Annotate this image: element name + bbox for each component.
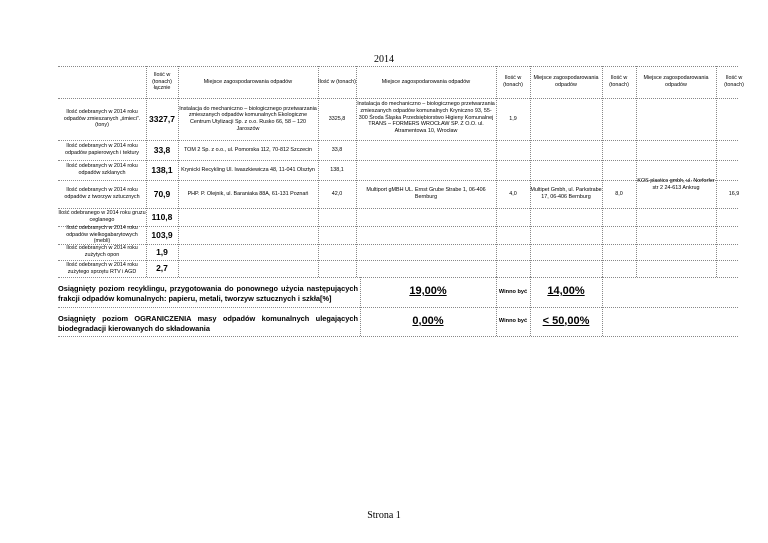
row-qty-2: 1,9 <box>509 115 517 122</box>
header-qty-2: Ilość w (tonach) <box>503 75 523 88</box>
row-qty-1: 42,0 <box>331 190 343 197</box>
row-qty-4: 16,9 <box>728 190 740 197</box>
row-place-4: KOS plastics gmbh, ul. Norforfer str 2 24-613 Ankrug <box>637 178 715 191</box>
summary-text: Osiągnięty poziom recyklingu, przygotowania do ponownego użycia następujących frakcji odpadów komunalnych: papieru, metali, tworzyw sztucznych i szkła[%] <box>58 284 358 303</box>
row-place-1: PHP. P. Olejnik, ul. Baraniaka 88A, 61-131 Poznań <box>187 190 309 197</box>
row-place-1: Instalacja do mechaniczno – biologicznego przetwarzania zmieszanych odpadów komunalnych Ekologiczne Centrum Utylizacji Sp. z o.o. Rusko 66, 58 – 120 Jaroszów <box>179 105 317 132</box>
summary-achieved: 0,00% <box>412 314 444 327</box>
row-place-2: Multiport gMBH UL. Ernst Grube Strabe 1, 06-406 Bernburg <box>366 187 486 200</box>
row-place-3: Multipet Gmbh, ul. Parkstrabe 17, 06-406 Bernburg <box>530 187 602 200</box>
row-total: 33,8 <box>153 144 171 155</box>
row-total: 70,9 <box>153 188 171 199</box>
summary-target: < 50,00% <box>542 314 590 327</box>
row-qty-2: 4,0 <box>509 190 517 197</box>
row-label: Ilość odebranych w 2014 roku zużytych opon <box>66 245 138 258</box>
header-qty-1: Ilość w (tonach) <box>318 78 356 85</box>
row-qty-1: 138,1 <box>330 166 344 173</box>
row-label: Ilość odebranych w 2014 roku odpadów z tworzyw sztucznych <box>64 187 140 200</box>
row-total: 110,8 <box>151 211 173 222</box>
header-place-4: Miejsce zagospodarowania odpadów <box>643 75 709 88</box>
row-qty-3: 8,0 <box>615 190 623 197</box>
summary-text: Osiągnięty poziom OGRANICZENIA masy odpadów komunalnych ulegających biodegradacji kierowanych do składowania <box>58 314 358 333</box>
row-place-1: Krynicki Recykling Ul. Iwaszkiewicza 48, 11-041 Olsztyn <box>181 166 315 173</box>
header-qty-3: Ilość w (tonach) <box>609 75 629 88</box>
row-total: 2,7 <box>156 263 168 274</box>
row-qty-1: 3325,8 <box>328 115 346 122</box>
header-qty-4: Ilość w (tonach) <box>724 75 744 88</box>
row-total: 1,9 <box>156 246 168 257</box>
header-place-3: Miejsce zagospodarowania odpadów <box>533 75 599 88</box>
page-footer: Strona 1 <box>367 510 401 521</box>
row-label: Ilość odebranych w 2014 roku odpadów wielkogabarytowych (mebli) <box>66 224 138 245</box>
row-total: 3327,7 <box>149 113 175 124</box>
summary-should-label: Winno być <box>498 318 528 324</box>
header-place-2: Miejsce zagospodarowania odpadów <box>381 78 471 85</box>
header-place-1: Miejsce zagospodarowania odpadów <box>203 78 293 85</box>
row-total: 138,1 <box>151 164 173 175</box>
row-label: Ilość odebranych w 2014 roku odpadów zmieszanych „śmieci”. (tony) <box>63 108 141 129</box>
summary-should-label: Winno być <box>498 288 528 295</box>
summary-achieved: 19,00% <box>409 285 447 298</box>
row-label: Ilość odebranych w 2014 roku odpadów papierowych i tektury <box>64 143 139 156</box>
row-label: Ilość odebranego w 2014 roku gruzu ceglanego <box>58 210 146 223</box>
row-qty-1: 33,8 <box>331 146 343 153</box>
row-place-2: Instalacja do mechaniczno – biologicznego przetwarzania zmieszanych odpadów komunalnych Kryniczno 93, 55-300 Środa Śląska Przedsiębiorstwo Higieny Komunalnej TRANS – FORMERS WROCŁAW SP. Z O.O. ul. Atramentowa 10, Wrocław <box>357 101 495 135</box>
summary-target: 14,00% <box>547 285 585 298</box>
header-qty-total: Ilość w (tonach) łącznie <box>152 71 172 92</box>
row-total: 103,9 <box>151 229 173 240</box>
row-place-1: TOM 2 Sp. z o.o., ul. Pomorska 112, 70-812 Szczecin <box>183 146 313 153</box>
row-label: Ilość odebranych w 2014 roku odpadów szklanych <box>66 163 138 176</box>
year-heading: 2014 <box>374 54 394 65</box>
row-label: Ilość odebranych w 2014 roku zużytego sprzętu RTV i AGD <box>66 261 138 275</box>
